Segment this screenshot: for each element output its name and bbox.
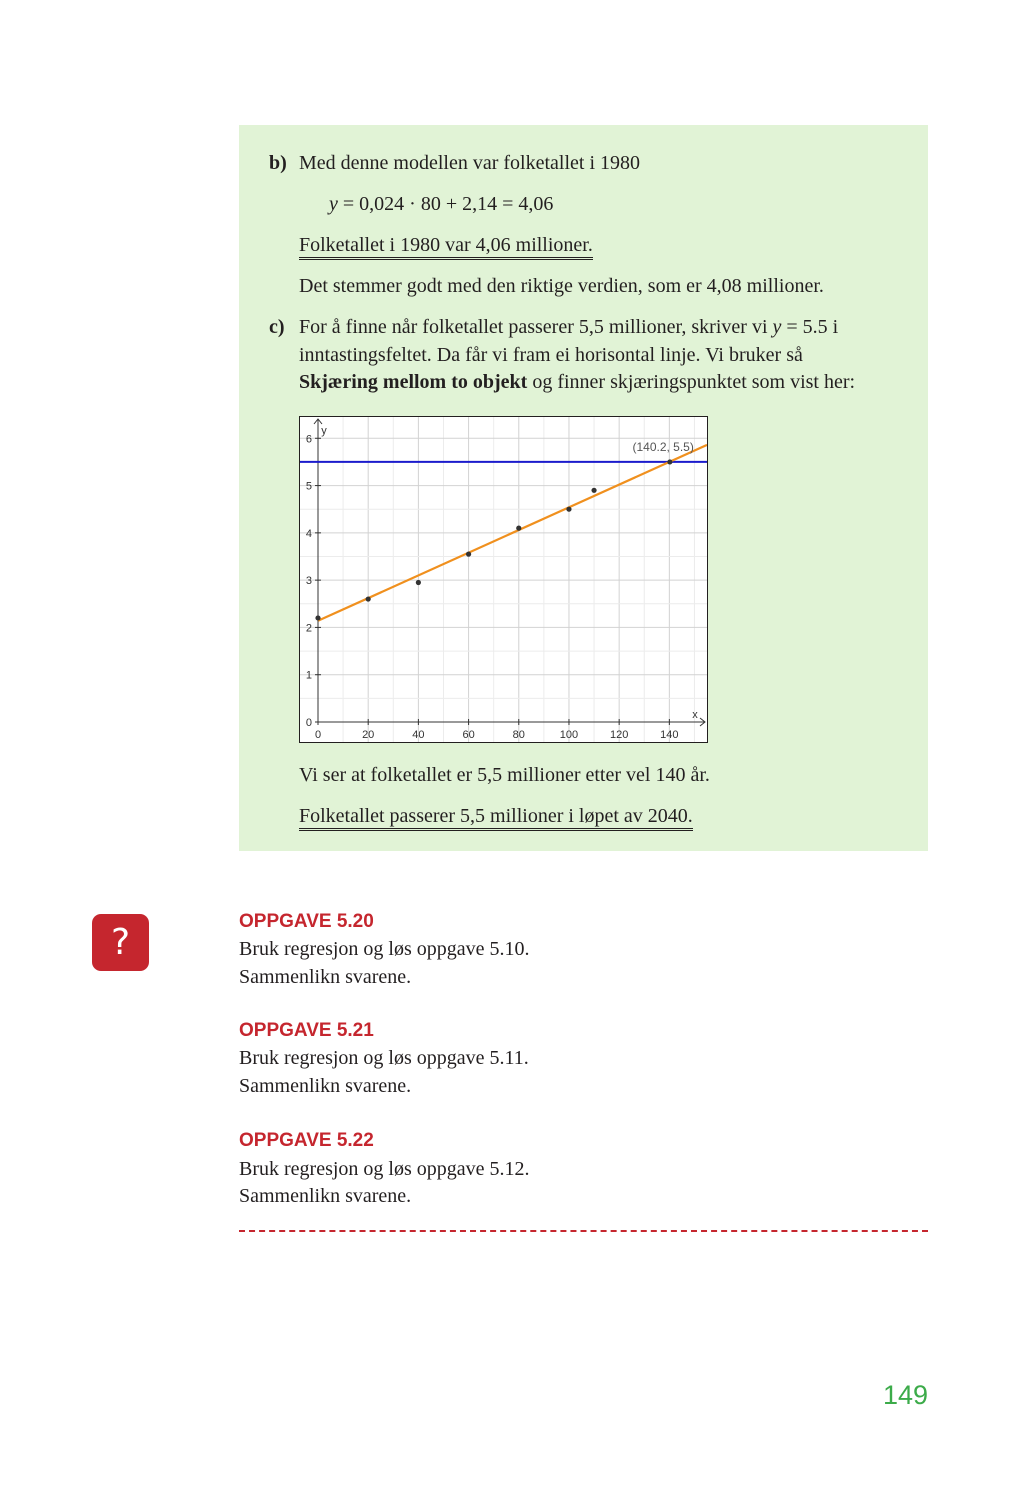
task-line: Bruk regresjon og løs oppgave 5.11. [239, 1047, 529, 1069]
data-point [466, 552, 471, 557]
y-tick-label: 6 [305, 433, 312, 446]
task-line: Sammenlikn svarene. [239, 966, 412, 988]
x-axis-label: x [692, 709, 698, 721]
part-c-line1 [299, 315, 838, 339]
task-line: Bruk regresjon og løs oppgave 5.12. [239, 1158, 530, 1180]
section-divider [239, 1230, 928, 1232]
equation-variable: y [329, 193, 338, 215]
y-tick-label: 5 [305, 480, 312, 493]
part-c-variable: y [772, 316, 782, 338]
part-c-line3 [299, 370, 855, 394]
x-tick-label: 120 [609, 729, 629, 741]
intersection-label: (140.2, 5.5) [632, 439, 694, 454]
x-tick-label: 40 [412, 729, 425, 741]
task-line: Sammenlikn svarene. [239, 1185, 412, 1207]
task-line: Bruk regresjon og løs oppgave 5.10. [239, 938, 530, 960]
x-tick-label: 60 [462, 729, 475, 741]
data-point [591, 488, 596, 493]
question-mark-icon: ? [92, 914, 149, 971]
part-c-line1-text: For å finne når folketallet passerer 5,5 millioner, skriver vi [299, 316, 773, 338]
task-heading: OPPGAVE 5.22 [239, 1130, 374, 1151]
regression-chart [299, 416, 708, 743]
task-heading: OPPGAVE 5.20 [239, 911, 374, 932]
y-tick-label: 3 [305, 575, 312, 588]
data-point [315, 615, 320, 620]
part-b-intro: Med denne modellen var folketallet i 1980 [299, 152, 641, 174]
y-tick-label: 0 [305, 717, 312, 729]
equation-expression: = 0,024 · 80 + 2,14 = 4,06 [337, 193, 554, 215]
part-c-command-name: Skjæring mellom to objekt [299, 371, 528, 393]
x-tick-label: 80 [512, 729, 525, 741]
page-number: 149 [882, 1380, 928, 1410]
x-tick-label: 100 [559, 729, 579, 741]
x-tick-label: 140 [660, 729, 679, 741]
chart-svg [300, 417, 707, 742]
part-c-line1-end: = 5.5 i [781, 316, 839, 338]
part-c-line2: inntastingsfeltet. Da får vi fram ei horisontal linje. Vi bruker så [299, 344, 803, 366]
part-c-answer-text: Folketallet passerer 5,5 millioner i løpet av 2040. [299, 805, 693, 831]
y-axis-label: y [321, 425, 327, 437]
part-c-line3-text: og finner skjæringspunktet som vist her: [527, 371, 856, 393]
data-point [366, 596, 371, 601]
y-tick-label: 1 [305, 669, 312, 682]
part-b-comment: Det stemmer godt med den riktige verdien, som er 4,08 millioner. [299, 275, 824, 297]
part-c-label: c) [269, 316, 285, 338]
part-c-answer [299, 804, 693, 828]
part-b-label: b) [269, 152, 287, 174]
task-line: Sammenlikn svarene. [239, 1075, 412, 1097]
y-tick-label: 2 [305, 622, 312, 635]
part-b-answer [299, 233, 593, 257]
data-point [516, 526, 521, 531]
part-b-equation [329, 192, 553, 216]
data-point [566, 507, 571, 512]
task-heading: OPPGAVE 5.21 [239, 1020, 374, 1041]
x-tick-label: 0 [314, 729, 322, 741]
part-c-conclusion: Vi ser at folketallet er 5,5 millioner etter vel 140 år. [299, 764, 710, 786]
x-tick-label: 20 [362, 729, 375, 741]
data-point [416, 580, 421, 585]
data-point [667, 459, 672, 464]
y-tick-label: 4 [305, 527, 312, 540]
part-b-answer-text: Folketallet i 1980 var 4,06 millioner. [299, 234, 593, 260]
